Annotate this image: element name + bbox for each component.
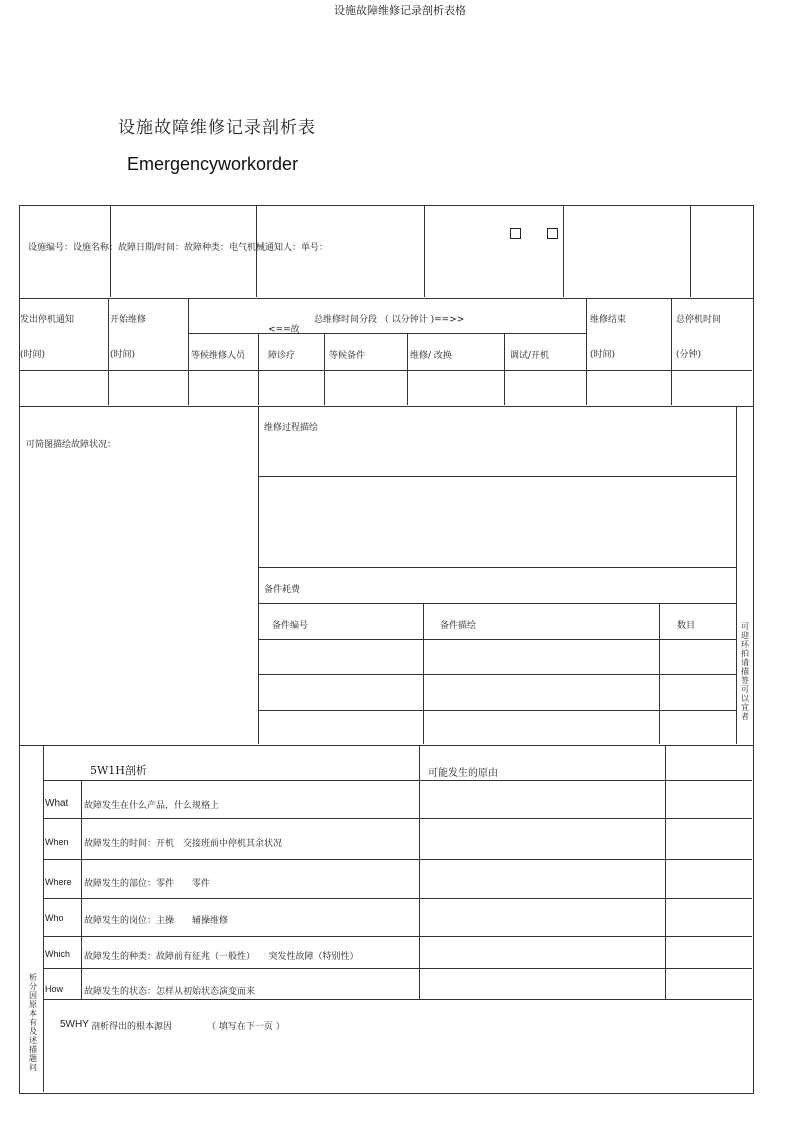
- form-subtitle: Emergencyworkorder: [127, 154, 299, 174]
- total-stop-sub: (分钟): [676, 350, 702, 360]
- segment-left-arrow: <==故: [268, 325, 300, 335]
- segment-title: 总维修时间分段 （ 以分钟计 )==>>: [314, 315, 465, 325]
- when-text: 故障发生的时间：开机 交接班前中停机其余状况: [84, 839, 283, 849]
- form-title: 设施故障维修记录剖析表: [118, 118, 316, 138]
- checkbox-mechanical[interactable]: [547, 228, 558, 239]
- why-note: （ 填写在下一页 ）: [207, 1022, 285, 1032]
- parts-cost-label: 备件耗费: [264, 585, 301, 595]
- process-desc-label: 维修过程描绘: [264, 423, 319, 433]
- when-key: When: [45, 837, 69, 847]
- end-repair-label: 维修结束: [590, 315, 627, 325]
- what-key: What: [45, 798, 69, 809]
- debug-label: 调试/开机: [510, 351, 550, 361]
- where-text: 故障发生的部位：零件 零件: [84, 879, 211, 889]
- repair-label: 维修/ 改换: [410, 351, 452, 361]
- side-note: 可迎环拍请描签可以宜者: [741, 622, 749, 721]
- fault-desc-label: 可简图描绘故障状况：: [26, 440, 117, 450]
- part-desc-header: 备件描绘: [440, 621, 477, 631]
- where-key: Where: [45, 877, 72, 887]
- stop-notice-sub: (时间): [20, 350, 46, 360]
- who-key: Who: [45, 913, 64, 923]
- cause-heading: 可能发生的原由: [428, 768, 498, 779]
- running-header: 设施故障维修记录剖析表格: [334, 4, 466, 17]
- total-stop-label: 总停机时间: [676, 315, 722, 325]
- stop-notice-label: 发出停机通知: [20, 315, 75, 325]
- wait-staff-label: 等候维修人员: [191, 351, 246, 361]
- which-text: 故障发生的种类：故障前有征兆（一般性） 突发性故障（特别性）: [84, 952, 359, 962]
- how-key: How: [45, 984, 64, 994]
- end-repair-sub: (时间): [590, 350, 616, 360]
- how-text: 故障发生的状态：怎样从初始状态演变而来: [84, 987, 256, 997]
- why-label: 5WHY: [60, 1019, 89, 1030]
- wait-parts-label: 等候备件: [329, 351, 366, 361]
- diagnose-label: 障诊疗: [268, 351, 296, 361]
- why-text: 剖析得出的根本源因: [91, 1022, 173, 1032]
- checkbox-electrical[interactable]: [510, 228, 521, 239]
- start-repair-sub: (时间): [110, 350, 136, 360]
- analysis-side-label: 析分因原本有及述描题问: [29, 973, 37, 1072]
- what-text: 故障发生在什么产品，什么规格上: [84, 801, 220, 811]
- part-no-header: 备件编号: [272, 621, 309, 631]
- who-text: 故障发生的岗位：主操 辅操维修: [84, 916, 229, 926]
- description-section: [19, 406, 754, 746]
- analysis-heading: 5W1H剖析: [90, 764, 147, 777]
- which-key: Which: [45, 949, 71, 959]
- quantity-header: 数目: [677, 621, 696, 631]
- info-row-text: 设施编号：设施名称：故障日期/时间：故障种类：电气机械通知人：单号：: [28, 243, 329, 253]
- start-repair-label: 开始维修: [110, 315, 147, 325]
